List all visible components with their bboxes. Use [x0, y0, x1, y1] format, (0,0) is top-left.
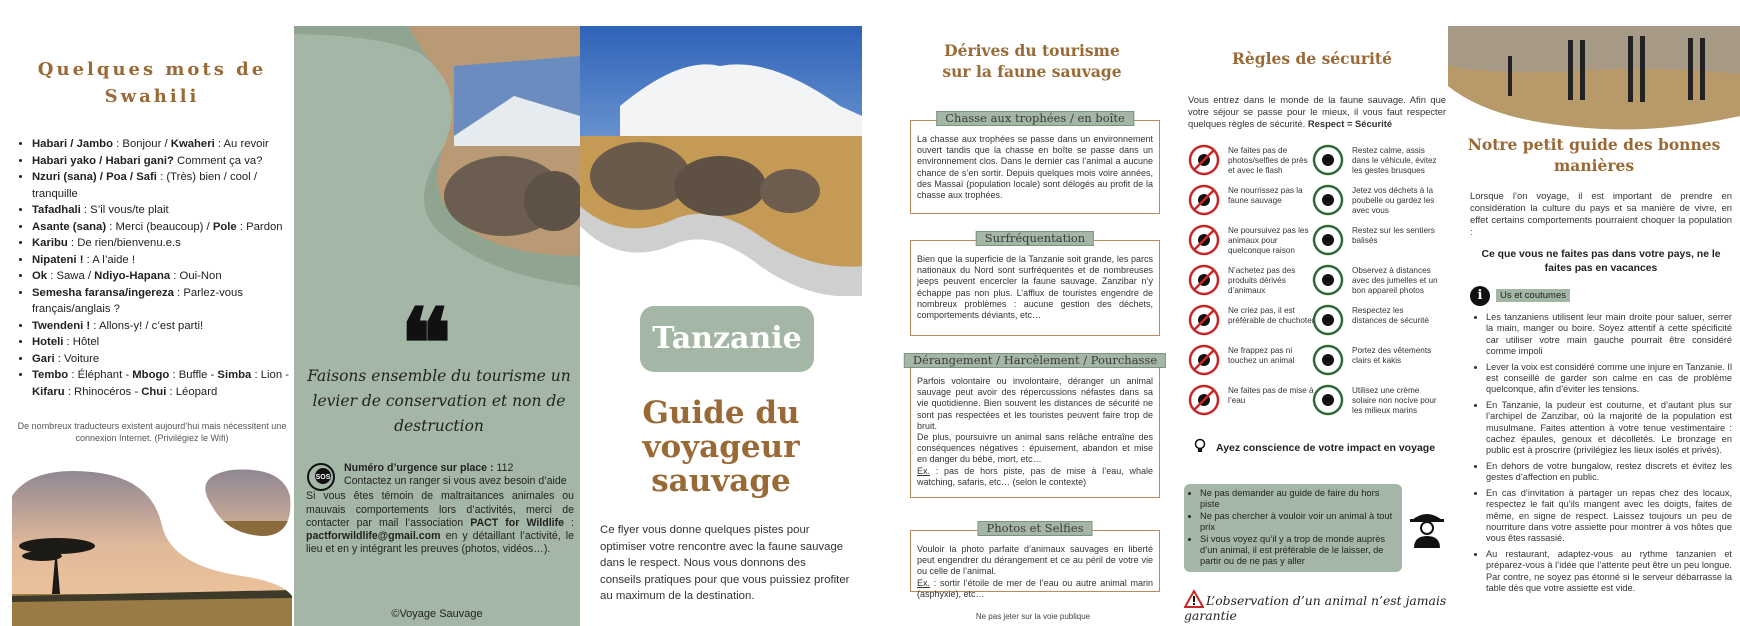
rule-item: Ne poursuivez pas les animaux pour quelconque raison — [1188, 224, 1316, 258]
tag-photos: Photos et Selfies — [978, 521, 1093, 536]
rule-item: Portez des vêtements clairs et kakis — [1312, 344, 1440, 378]
list-item: • Twendeni ! : Allons-y! / c’est parti! — [32, 318, 292, 335]
box-derangement: Dérangement / Harcèlement / Pourchasse Parfois volontaire ou involontaire, déranger un animal sauvage peut avoir des répercussions néfastes dans sa vie quotidienne. Bien souvent les distances de sécurité ne sont pas respectées et les touristes peuvent faire trop de bruit. De plus, poursuivre un animal sans relâche entraîne des conséquences négatives : épuisement, abandon et mise en danger du bébé, mort, etc… Ex. : pas de hors piste, pas de mise à l’eau, whale watching, safaris, etc… (selon le contexte) — [910, 362, 1160, 498]
no-feeding-icon — [1188, 184, 1220, 216]
list-item: • Semesha faransa/ingereza : Parlez-vous français/anglais ? — [32, 285, 292, 318]
list-item: • En dehors de votre bungalow, restez discrets et évitez les gestes d’affection en public. — [1486, 461, 1732, 484]
warning-line: L’observation d’un animal n’est jamais garantie — [1184, 590, 1448, 623]
tag-chasse: Chasse aux trophées / en boîte — [936, 111, 1134, 126]
no-shouting-icon — [1188, 304, 1220, 336]
rule-item: Restez calme, assis dans le véhicule, évitez les gestes brusques — [1312, 144, 1440, 178]
manieres-intro: Lorsque l’on voyage, il est important de prendre en considération la culture du pays et sa manière de vivre, en effet certains comportements pourraient choquer la population : — [1470, 190, 1732, 237]
conscience-heading: Ayez conscience de votre impact en voyage — [1192, 438, 1435, 454]
clothes-icon — [1312, 344, 1344, 376]
info-icon: i — [1470, 286, 1490, 306]
back-cover-panel — [294, 26, 580, 626]
swahili-list — [32, 136, 292, 400]
no-chasing-icon — [1188, 224, 1220, 256]
no-touching-icon — [1188, 344, 1220, 376]
list-item: • Tafadhali : S’il vous/te plait — [32, 202, 292, 219]
rule-item: Ne criez pas, il est préférable de chuchoter — [1188, 304, 1316, 338]
binoculars-icon — [1312, 264, 1344, 296]
list-item: • Asante (sana) : Merci (beaucoup) / Pole : Pardon — [32, 219, 292, 236]
cover-intro: Ce flyer vous donne quelques pistes pour optimiser votre rencontre avec la faune sauvage dans le respect. Nous vous donnons des conseils pratiques pour que vous puissiez profiter au maximum de la destination. — [600, 524, 850, 602]
zebras-photo — [1448, 26, 1740, 130]
list-item: • Nzuri (sana) / Poa / Safi : (Très) bien / cool / tranquille — [32, 169, 292, 202]
list-item: • Lever la voix est considéré comme une injure en Tanzanie. Il est conseillé de garder son calme en cas de problème quelconque, afin d’éviter les tensions. — [1486, 362, 1732, 396]
guide-title: Guide du voyageur sauvage — [642, 395, 800, 499]
swahili-panel — [12, 26, 292, 626]
list-item: • Ok : Sawa / Ndiyo-Hapana : Oui-Non — [32, 268, 292, 285]
list-item: • Habari yako / Habari gani? Comment ça va? — [32, 153, 292, 170]
kilimanjaro-photo-left — [294, 26, 580, 286]
sunscreen-icon — [1312, 384, 1344, 416]
list-item: • Gari : Voiture — [32, 351, 292, 368]
list-item: • En Tanzanie, la pudeur est coutume, et d’autant plus sur l’archipel de Zanzibar, où la majorité de la population est musulmane. Faites attention à votre tenue vestimentaire : cachez épaules, genoux et décolletés. Le bronzage en public est à proscrire (privilégiez les lieux isolés et privés). — [1486, 400, 1732, 457]
distance-icon — [1312, 304, 1344, 336]
slogan: Faisons ensemble du tourisme un levier de conservation et non de destruction — [307, 367, 571, 435]
securite-title: Règles de sécurité — [1232, 49, 1392, 68]
copyright: ©Voyage Sauvage — [391, 608, 483, 620]
rule-item: Ne frappez pas ni touchez un animal — [1188, 344, 1316, 378]
list-item: • Au restaurant, adaptez-vous au rythme tanzanien et préparez-vous à l’idée que l’attente peut être un peu longue. Par contre, ne soyez pas étonné si le serveur débarrasse la table dès que votre assiette est vide. — [1486, 549, 1732, 595]
list-item: • Hoteli : Hôtel — [32, 334, 292, 351]
savanna-photo — [12, 466, 292, 626]
box-chasse: Chasse aux trophées / en boîte La chasse aux trophées se passe dans un environnement ouvert tandis que la chasse en boîte se passe dans un environnement clos. Dans le dernier cas l’animal a aucune chance de s’en sortir. Depuis quelques mois voire années, des Massaï (population locale) sont délogés au profit de la chasse aux trophées. — [910, 120, 1160, 214]
list-item: • Nipateni ! : A l’aide ! — [32, 252, 292, 269]
rule-item: N’achetez pas des produits dérivés d’animaux — [1188, 264, 1316, 298]
rule-item: Ne faites pas de mise à l’eau — [1188, 384, 1316, 418]
emergency-block: SOS Numéro d’urgence sur place : 112 Contactez un ranger si vous avez besoin d’aide Si vous êtes témoin de maltraitances animales ou mauvais comportements lors d’activités, merci de contacter par mail l’association PACT for Wildlife : pactforwildlife@gmail.com en y détaillant l’activité, le lieu et en y intégrant les preuves (photos, vidéos…). — [306, 462, 574, 556]
trash-icon — [1312, 184, 1344, 216]
impact-list — [1184, 484, 1402, 572]
derives-panel — [892, 26, 1174, 626]
no-camera-icon — [1188, 144, 1220, 176]
list-item: • Karibu : De rien/bienvenu.e.s — [32, 235, 292, 252]
no-swimming-icon — [1188, 384, 1220, 416]
elephants-photo — [580, 26, 862, 296]
manieres-motto: Ce que vous ne faites pas dans votre pays, ne le faites pas en vacances — [1481, 249, 1721, 274]
derives-title: Dérives du tourisme sur la faune sauvage — [942, 41, 1122, 81]
list-item: • Habari / Jambo : Bonjour / Kwaheri : Au revoir — [32, 136, 292, 153]
quote-icon: ❝ — [400, 287, 452, 400]
calm-icon — [1312, 144, 1344, 176]
translator-note: De nombreux traducteurs existent aujourd’hui mais nécessitent une connexion Internet. (Privilégiez le Wifi) — [17, 421, 287, 443]
tag-derangement: Dérangement / Harcèlement / Pourchasse — [904, 353, 1166, 368]
svg-text:SOS: SOS — [315, 474, 331, 481]
list-item: • Si vous voyez qu’il y a trop de monde auprès d’un animal, il est préférable de le laisser, de partir ou de ne pas y aller — [1200, 534, 1396, 568]
rule-item: Ne nourrissez pas la faune sauvage — [1188, 184, 1316, 218]
list-item: • Les tanzaniens utilisent leur main droite pour saluer, serrer la main, manger ou boire. Soyez attentif à cette spécificité car utiliser votre main gauche pourrait être considéré comme impoli — [1486, 312, 1732, 358]
rule-item: Ne faites pas de photos/selfies de près et avec le flash — [1188, 144, 1316, 178]
rule-item: Utilisez une crème solaire non nocive pour les milieux marins — [1312, 384, 1440, 418]
footer-note: Ne pas jeter sur la voie publique — [975, 612, 1091, 621]
manieres-list — [1476, 312, 1732, 598]
rule-item: Observez à distances avec des jumelles et un bon appareil photos — [1312, 264, 1440, 298]
swahili-title: Quelques mots de Swahili — [37, 59, 267, 107]
title-tanzanie: Tanzanie — [640, 306, 814, 372]
manieres-panel: Notre petit guide des bonnes manières Lorsque l’on voyage, il est important de prendre en considération la culture du pays et sa manière de vivre, en effet certains comportements pourraient choquer la population : Ce que vous ne faites pas dans votre pays, ne le faites pas en vacances i Us et coutumes • Les tanzaniens utilisent leur main droite pour saluer, serrer la main, manger ou boire. Soyez attentif à cette spécificité car utiliser votre main gauche pourrait être considéré comme impoli • Lever la voix est considéré comme une injure en Tanzanie. Il est conseillé de garder son calme en cas de problème quelconque, afin d’éviter les tensions. • En Tanzanie, la pudeur est coutume, et d’autant plus sur l’archipel de Zanzibar, où la majorité de la population est musulmane. Faites attention à votre tenue vestimentaire : cachez épaules, genoux et décolletés. Le bronzage en public est à proscrire (privilégiez les lieux isolés et privés). • En dehors de votre bungalow, restez discrets et évitez les gestes d’affection en public. • En cas d’invitation à partager un repas chez des locaux, respectez le fait qu’ils mangent avec les doigts, faites de même, en signe de respect. Laissez toujours un peu de nourriture dans votre assiette pour montrer à vos hôtes que vous êtes rassasié. • Au restaurant, adaptez-vous au rythme tanzanien et préparez-vous à l’idée que l’attente peut être un peu longue. Par contre, ne soyez pas étonné si le serveur débarrasse la table dès que votre assiette est vide. — [1448, 26, 1740, 626]
list-item: • Tembo : Éléphant - Mbogo : Buffle - Simba : Lion - Kifaru : Rhinocéros - Chui : Léopard — [32, 367, 292, 400]
box-photos: Photos et Selfies Vouloir la photo parfaite d’animaux sauvages en liberté peut engendrer du dérangement et ce au péril de votre vie ou celle de l’animal. Ex. : sortir l’étoile de mer de l’eau ou autre animal marin (asphyxie), etc… — [910, 530, 1160, 592]
box-surfrequentation: Surfréquentation Bien que la superficie de la Tanzanie soit grande, les parcs nationaux du Nord sont surfréquentés et de nombreuses jeeps peuvent encercler la faune sauvage. Zanzibar n’y échappe pas non plus. L’afflux de touristes engendre de nombreux problèmes : aucune gestion des déchets, comportements déviants, etc… — [910, 240, 1160, 336]
explorer-icon — [1408, 508, 1446, 548]
rule-item: Jetez vos déchets à la poubelle ou gardez les avec vous — [1312, 184, 1440, 218]
list-item: • Ne pas demander au guide de faire du hors piste — [1200, 488, 1396, 511]
sos-phone-icon — [306, 462, 336, 492]
rule-item: Respectez les distances de sécurité — [1312, 304, 1440, 338]
rule-item: Restez sur les sentiers balisés — [1312, 224, 1440, 258]
no-buying-icon — [1188, 264, 1220, 296]
list-item: • En cas d’invitation à partager un repas chez des locaux, respectez le fait qu’ils mangent avec les doigts, faites de même, en signe de respect. Laissez toujours un peu de nourriture dans votre assiette pour montrer à vos hôtes que vous êtes rassasié. — [1486, 488, 1732, 545]
warning-icon — [1184, 590, 1204, 608]
lightbulb-icon — [1192, 438, 1208, 454]
securite-intro: Vous entrez dans le monde de la faune sauvage. Afin que votre séjour se passe pour le mieux, il vous faut respecter quelques règles de sécurité. Respect = Sécurité — [1188, 94, 1446, 129]
tag-surfrequentation: Surfréquentation — [976, 231, 1094, 246]
list-item: • Ne pas chercher à vouloir voir un animal à tout prix — [1200, 511, 1396, 534]
trail-icon — [1312, 224, 1344, 256]
manieres-title: Notre petit guide des bonnes manières — [1467, 135, 1721, 175]
securite-panel — [1176, 26, 1448, 626]
front-cover-panel — [580, 26, 862, 626]
